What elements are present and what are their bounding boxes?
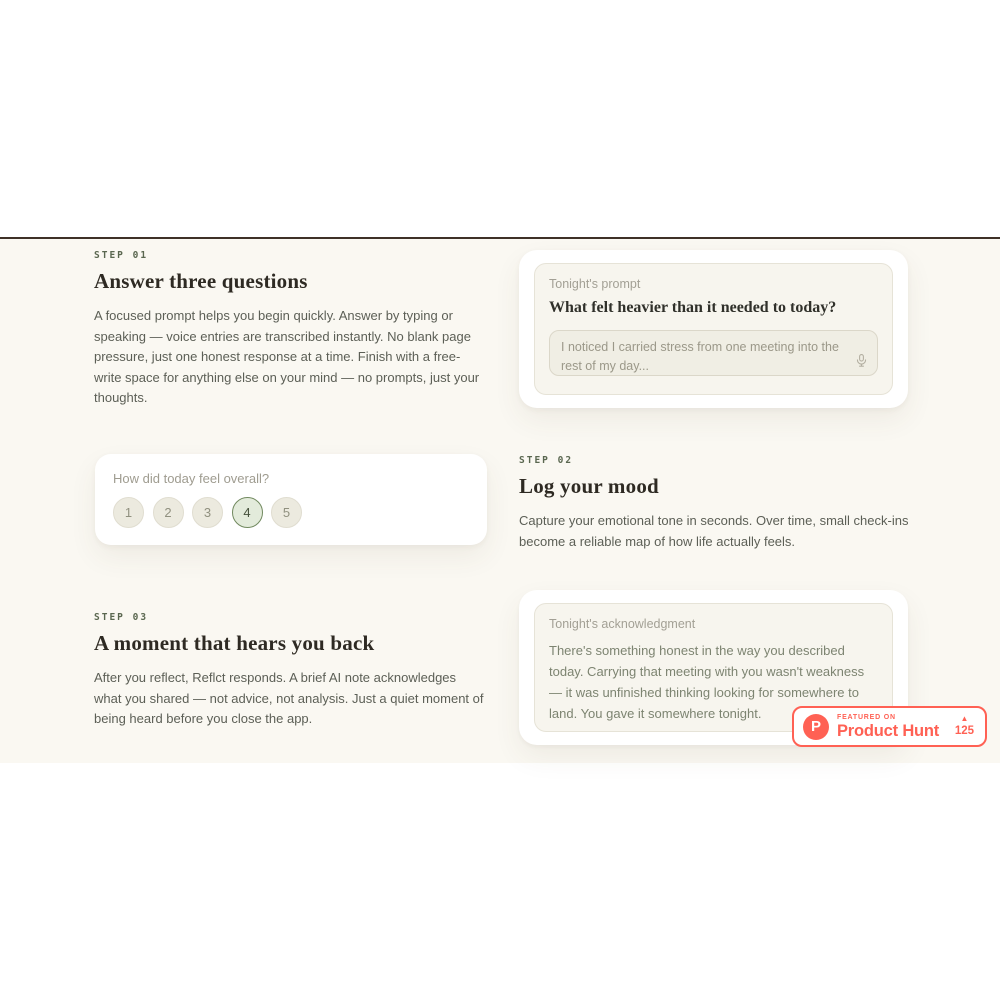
acknowledgment-text: There's something honest in the way you described today. Carrying that meeting with you wasn't weakness — it was unfinished thinking looking for somewhere to land. You gave it somewhere tonight. [549,643,865,722]
step-01-block [94,250,486,409]
step-01-label: STEP 01 [94,250,149,261]
microphone-icon[interactable] [855,353,868,368]
mood-option-4-selected[interactable]: 4 [232,497,263,528]
mood-option-3[interactable]: 3 [192,497,223,528]
mood-option-5[interactable]: 5 [271,497,302,528]
step-03-block [94,612,486,730]
upvote-icon[interactable]: ▲ [960,714,969,724]
prompt-card-inner [534,263,893,395]
mood-option-2[interactable]: 2 [153,497,184,528]
step-01-description: A focused prompt helps you begin quickly. Answer by typing or speaking — voice entries are transcribed instantly. No blank page pressure, just one honest response at a time. Finish with a free-write space for anything else on your mind — no prompts, just your thoughts. [94,308,480,406]
prompt-question: What felt heavier than it needed to today? [549,299,837,316]
product-hunt-name: Product Hunt [837,721,940,740]
product-hunt-text [837,714,939,740]
prompt-input[interactable] [550,331,877,375]
product-hunt-logo-icon: P [803,714,829,740]
featured-on-label: FEATURED ON [837,713,896,721]
step-01-title: Answer three questions [94,269,308,293]
mood-question: How did today feel overall? [113,471,270,486]
mood-options-row [113,497,469,528]
prompt-card [519,250,908,408]
prompt-card-label: Tonight's prompt [549,277,641,291]
step-02-block [519,455,911,552]
step-02-title: Log your mood [519,474,659,498]
upvote-count: 125 [954,725,974,738]
product-hunt-badge[interactable] [792,706,987,747]
acknowledgment-card-label: Tonight's acknowledgment [549,617,696,631]
mood-card [95,454,487,545]
step-03-title: A moment that hears you back [94,631,375,655]
upvote-block[interactable] [955,715,974,738]
prompt-input-wrap [549,330,878,376]
mood-option-1[interactable]: 1 [113,497,144,528]
step-02-description: Capture your emotional tone in seconds. Over time, small check-ins become a reliable map of how life actually feels. [519,513,909,549]
step-03-description: After you reflect, Reflct responds. A brief AI note acknowledges what you shared — not advice, not analysis. Just a quiet moment of being heard before you close the app. [94,670,484,727]
step-02-label: STEP 02 [519,455,574,466]
how-it-works-section [0,239,1000,763]
step-03-label: STEP 03 [94,612,149,623]
